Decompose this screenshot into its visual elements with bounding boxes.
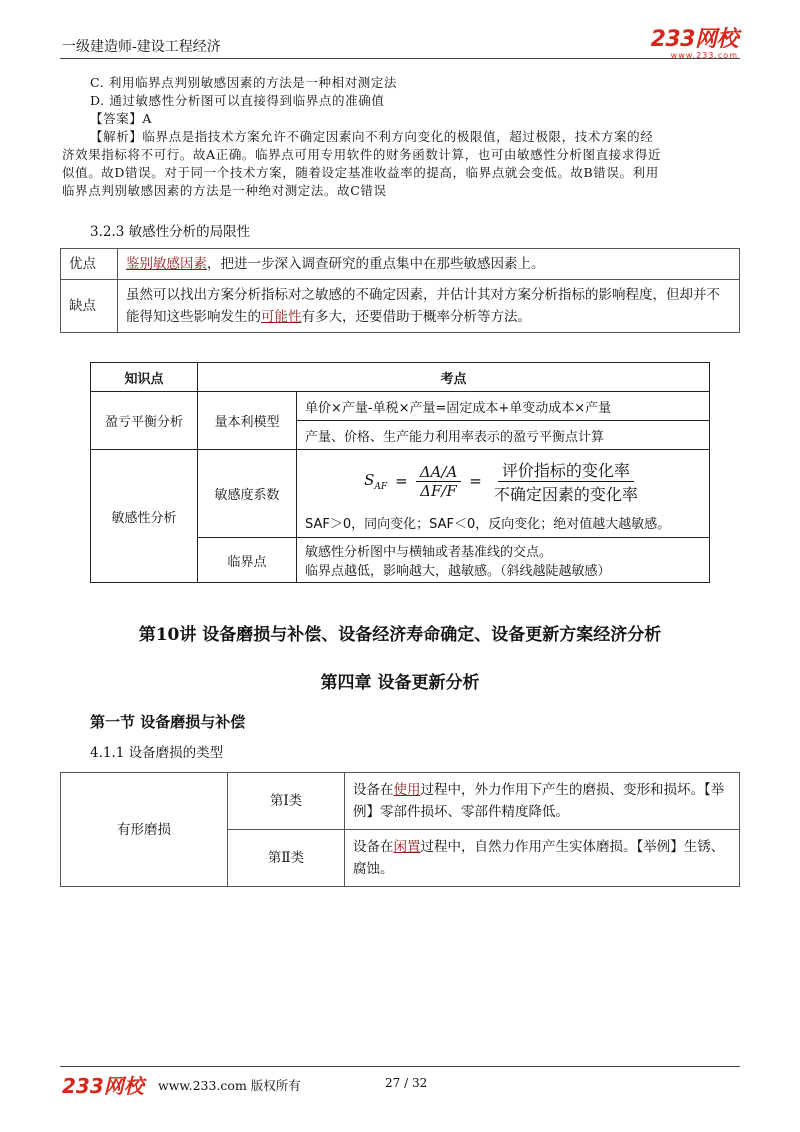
con-content — [118, 280, 740, 333]
logo-url: www.233.com — [670, 51, 738, 60]
sensitivity-formula: $S_{AF}$ = $\frac{\Delta A/A}{\Delta F/F}$ = $\frac{\text{评价指标的变化率}}{\text{不确定因素的变化率}}$ — [305, 453, 701, 509]
type-desc: 设备在使用过程中，外力作用下产生的磨损、变形和损坏。【举例】零部件损坏、零部件精度降低。 — [345, 773, 740, 830]
category-cell: 有形磨损 — [61, 773, 228, 887]
type-cell: 第Ⅱ类 — [228, 830, 345, 887]
lecture-heading: 第10讲 设备磨损与补偿、设备经济寿命确定、设备更新方案经济分析 — [138, 625, 662, 645]
formula-text-fraction — [490, 458, 642, 505]
col-header-points: 考点 — [198, 363, 710, 392]
formula-text-numerator: 评价指标的变化率 — [498, 458, 634, 482]
analysis-line: 临界点判别敏感因素的方法是一种绝对测定法。故C错误 — [62, 183, 387, 198]
footer-divider — [60, 1066, 740, 1067]
table-row — [61, 773, 740, 830]
con-text-end: 有多大，还要借助于概率分析等方法。 — [301, 309, 531, 325]
brand-logo[interactable] — [651, 22, 738, 60]
limitations-table — [60, 248, 740, 333]
subsection-heading: 4.1.1 设备磨损的类型 — [90, 745, 224, 761]
section-title-323: 3.2.3 敏感性分析的局限性 — [90, 224, 251, 240]
table-row — [91, 450, 710, 538]
pro-text: ，把进一步深入调查研究的重点集中在那些敏感因素上。 — [207, 256, 545, 272]
footer-copyright: www.233.com 版权所有 — [158, 1078, 301, 1093]
critical-content — [297, 538, 710, 583]
coef-cell: 敏感度系数 — [198, 450, 297, 538]
footer-logo[interactable]: 233网校 — [62, 1074, 144, 1098]
answer: 【答案】A — [90, 111, 153, 126]
con-label: 缺点 — [61, 280, 118, 333]
con-link[interactable]: 可能性 — [261, 309, 302, 325]
section-heading: 第一节 设备磨损与补偿 — [90, 713, 246, 731]
header-divider — [60, 58, 740, 59]
analysis-line: 【解析】临界点是指技术方案允许不确定因素向不利方向变化的极限值，超过极限，技术方案的经 — [90, 129, 654, 144]
analysis-line: 济效果指标将不可行。故A正确。临界点可用专用软件的财务函数计算，也可由敏感性分析图直接求得近 — [62, 147, 662, 162]
header-title: 一级建造师-建设工程经济 — [62, 39, 221, 55]
formula-lhs: $S_{AF}$ — [364, 470, 388, 492]
pro-content — [118, 249, 740, 280]
table-row — [61, 249, 740, 280]
coef-note: SAF＞0，同向变化；SAF＜0，反向变化；绝对值越大越敏感。 — [305, 517, 671, 532]
page-number: 27 / 32 — [385, 1076, 428, 1090]
formula-subscript: AF — [374, 481, 388, 492]
table-row — [91, 392, 710, 421]
profit-desc-cell: 产量、价格、生产能力利用率表示的盈亏平衡点计算 — [297, 421, 710, 450]
coef-content — [297, 450, 710, 538]
option-d: D. 通过敏感性分析图可以直接得到临界点的准确值 — [90, 93, 385, 108]
use-link[interactable]: 使用 — [393, 782, 421, 798]
profit-formula-cell: 单价×产量-单税×产量=固定成本+单变动成本×产量 — [297, 392, 710, 421]
critical-cell: 临界点 — [198, 538, 297, 583]
table-header-row — [91, 363, 710, 392]
con-text: 虽然可以找出方案分析指标对之敏感的不确定因素，并估计其对方案分析指标的影响程度，但却并不能得知这些影响发生的 — [126, 287, 720, 325]
formula-denominator: ΔF/F — [420, 481, 457, 500]
pro-link[interactable]: 鉴别敏感因素 — [126, 256, 207, 272]
formula-numerator: ΔA/A — [416, 463, 462, 482]
chapter-heading: 第四章 设备更新分析 — [320, 673, 480, 693]
wear-types-table — [60, 772, 740, 887]
type-cell: 第Ⅰ类 — [228, 773, 345, 830]
idle-link[interactable]: 闲置 — [393, 839, 421, 855]
logo-text: 233网校 — [650, 27, 738, 52]
profit-model-cell: 量本利模型 — [198, 392, 297, 450]
type-desc: 设备在闲置过程中，自然力作用产生实体磨损。【举例】生锈、腐蚀。 — [345, 830, 740, 887]
formula-text-denominator: 不确定因素的变化率 — [493, 484, 638, 504]
table-row — [61, 280, 740, 333]
option-c: C. 利用临界点判别敏感因素的方法是一种相对测定法 — [90, 75, 398, 90]
analysis-line: 似值。故D错误。对于同一个技术方案，随着设定基准收益率的提高，临界点就会变低。故B错误。利用 — [62, 165, 659, 180]
col-header-knowledge: 知识点 — [91, 363, 198, 392]
pro-label: 优点 — [61, 249, 118, 280]
sensitivity-cell: 敏感性分析 — [91, 450, 198, 583]
formula-fraction — [416, 463, 462, 500]
critical-line: 临界点越低，影响越大，越敏感。（斜线越陡越敏感） — [305, 564, 611, 579]
breakeven-cell: 盈亏平衡分析 — [91, 392, 198, 450]
knowledge-table — [90, 362, 710, 583]
critical-line: 敏感性分析图中与横轴或者基准线的交点。 — [305, 545, 553, 560]
